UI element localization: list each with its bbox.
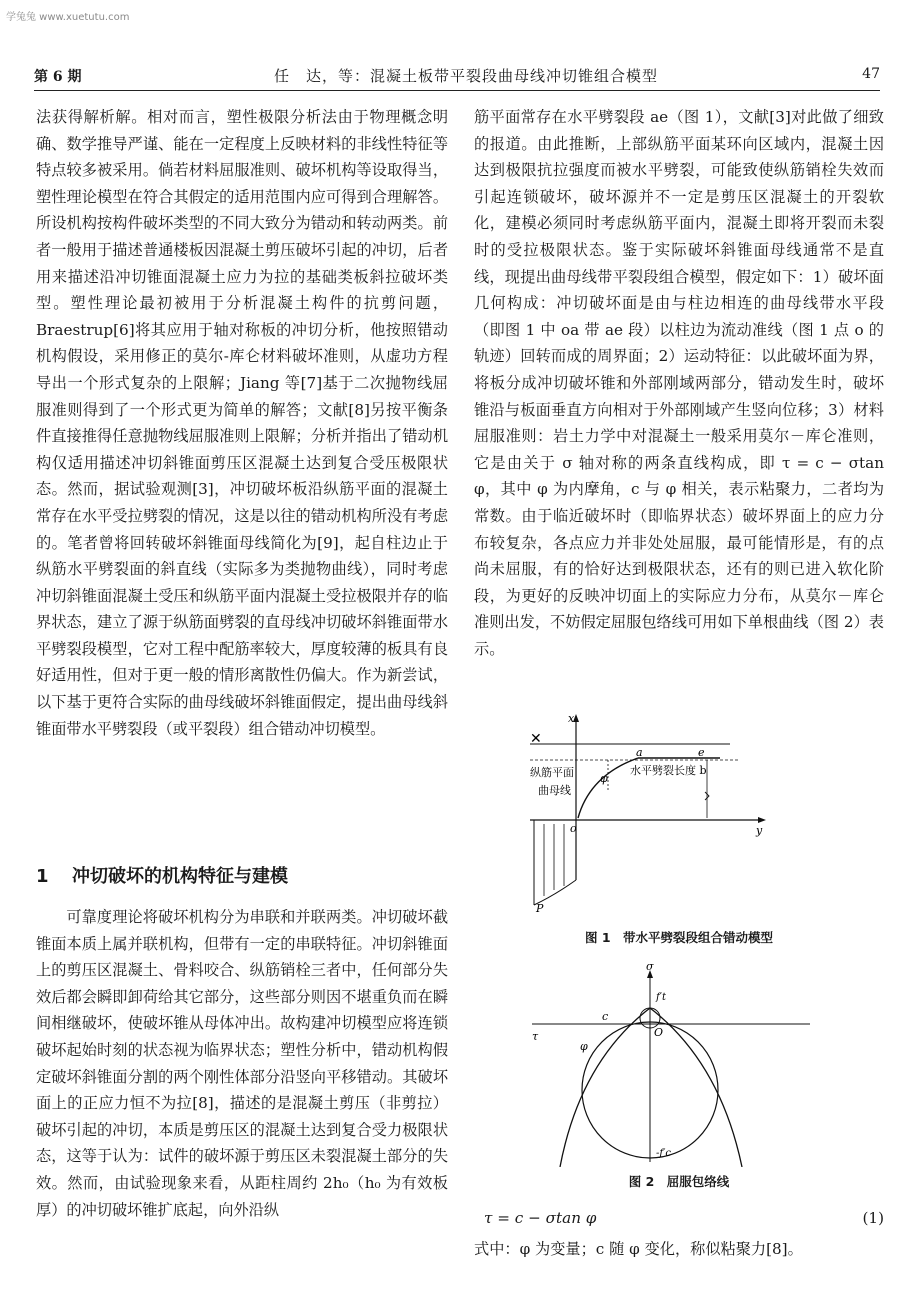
section-title: 冲切破坏的机构特征与建模 xyxy=(72,866,288,887)
fig1-curved-generatrix: 曲母线 xyxy=(538,784,571,797)
left-column xyxy=(36,104,448,742)
figure-2 xyxy=(520,962,820,1167)
paragraph: 可靠度理论将破坏机构分为串联和并联两类。冲切破坏截锥面本质上属并联机构，但带有一定的串联特征。冲切斜锥面上的剪压区混凝土、骨料咬合、纵筋销栓三者中，任何部分失效后都会瞬即卸荷给其它部分，这些部分则因不堪重负而在瞬间相继破坏，使破坏锥从母体冲出。故构建冲切模型应将连锁破坏起始时刻的状态视为临界状态；塑性分析中，错动机构假定破坏斜锥面分割的两个刚性体部分沿竖向平移错动。其破坏面上的正应力恒不为拉[8]，描述的是混凝土剪压（非剪拉）破坏引起的冲切，本质是剪压区的混凝土达到复合受力极限状态，这等于认为：试件的破坏源于剪压区未裂混凝土部分的失效。然而，由试验现象来看，从距柱周约 2h₀（h₀ 为有效板厚）的冲切破坏锥扩底起，向外沿纵 xyxy=(36,908,448,1219)
fig2-phi: φ xyxy=(580,1040,588,1053)
fig1-phi: φ xyxy=(600,772,608,785)
watermark: 学兔兔 www.xuetutu.com xyxy=(6,12,130,23)
paragraph: 筋平面常存在水平劈裂段 ae（图 1），文献[3]对此做了细致的报道。由此推断，上部纵筋平面某环向区域内，混凝土因达到极限抗拉强度而被水平劈裂，可能致使纵筋销栓失效而引起连锁破坏，破坏源并不一定是剪压区混凝土的开裂软化，建模必须同时考虑纵筋平面内，混凝土即将开裂而未裂时的受拉极限状态。鉴于实际破坏斜锥面母线通常不是直线，现提出曲母线带平裂段组合模型，假定如下：1）破坏面几何构成：冲切破坏面是由与柱边相连的曲母线带水平段（即图 1 中 oa 带 ae 段）以柱边为流动准线（图 1 点 o 的轨迹）回转而成的周界面；2）运动特征：以此破坏面为界，将板分成冲切破坏锥和外部刚域两部分，错动发生时，破坏锥沿与板面垂直方向相对于外部刚域产生竖向位移；3）材料屈服准则：岩土力学中对混凝土一般采用莫尔－库仑准则，它是由关于 σ 轴对称的两条直线构成，即 τ = c − σtan φ，其中 φ 为内摩角，c 与 φ 相关，表示粘聚力，二者均为常数。由于临近破坏时（即临界状态）破坏界面上的应力分布较复杂，各点应力并非处处屈服，最可能情形是，有的点尚未屈服，有的恰好达到极限状态，还有的则已进入软化阶段，为更好的反映冲切面上的实际应力分布，从莫尔－库仑准则出发，不妨假定屈服包络线可用如下单根曲线（图 2）表示。 xyxy=(474,108,884,658)
equation-text: τ = c − σtan φ xyxy=(484,1209,597,1227)
issue-number: 第 6 期 xyxy=(34,69,82,85)
equation-number: (1) xyxy=(862,1209,884,1227)
right-column xyxy=(474,104,884,662)
running-header xyxy=(34,62,880,86)
left-column-lower xyxy=(36,904,448,1223)
fig1-x-label: x xyxy=(568,712,575,725)
figure-1-caption: 图 1 带水平劈裂段组合错动模型 xyxy=(584,930,774,945)
figure-2-caption: 图 2 屈服包络线 xyxy=(628,1174,730,1189)
fig1-y-label: y xyxy=(756,824,763,837)
fig2-sigma: σ xyxy=(646,962,654,973)
section-heading xyxy=(36,862,448,888)
fig1-point-e: e xyxy=(698,746,705,759)
fig1-point-a: a xyxy=(636,746,643,759)
fig2-c: c xyxy=(602,1010,609,1023)
fig2-origin: O xyxy=(654,1026,664,1039)
running-title: 任 达，等：混凝土板带平裂段曲母线冲切锥组合模型 xyxy=(274,67,659,85)
fig2-neg-fc: -f′c xyxy=(656,1148,671,1159)
header-rule xyxy=(34,90,880,91)
page-number: 47 xyxy=(862,66,880,82)
figure-1 xyxy=(520,700,800,915)
cross-mark-icon: ✕ xyxy=(530,731,542,747)
paragraph: 法获得解析解。相对而言，塑性极限分析法由于物理概念明确、数学推导严谨、能在一定程度上反映材料的非线性特征等特点较多被采用。倘若材料屈服准则、破坏机构等设取得当，塑性理论模型在符合其假定的适用范围内应可得到合理解答。所设机构按构件破坏类型的不同大致分为错动和转动两类。前者一般用于描述普通楼板因混凝土剪压破坏引起的冲切，后者用来描述沿冲切锥面混凝土应力为拉的基础类板斜拉破坏类型。塑性理论最初被用于分析混凝土构件的抗剪问题，Braestrup[6]将其应用于轴对称板的冲切分析，他按照错动机构假设，采用修正的莫尔-库仑材料破坏准则，从虚功方程导出一个形式复杂的上限解；Jiang 等[7]基于二次抛物线屈服准则得到了一个形式更为简单的解答；文献[8]另按平衡条件直接推得任意抛物线屈服准则上限解；分析并指出了错动机构仅适用描述冲切斜锥面剪压区混凝土达到复合受压极限状态。然而，据试验观测[3]，冲切破坏板沿纵筋平面的混凝土常存在水平受拉劈裂的情况，这是以往的错动机构所没有考虑的。笔者曾将回转破坏斜锥面母线简化为[9]，起自柱边止于纵筋水平劈裂面的斜直线（实际多为类抛物曲线），同时考虑冲切斜锥面混凝土受压和纵筋平面内混凝土受拉极限并存的临界状态，建立了源于纵筋面劈裂的直母线冲切破坏斜锥面带水平劈裂段模型，它对工程中配筋率较大，厚度较薄的板具有良好适用性，但对于更一般的情形离散性仍偏大。作为新尝试，以下基于更符合实际的曲母线破坏斜锥面假定，提出曲母线斜锥面带水平劈裂段（或平裂段）组合错动冲切模型。 xyxy=(36,108,448,738)
fig1-split-length: 水平劈裂长度 b xyxy=(630,764,707,777)
fig1-load-p: P xyxy=(536,902,544,915)
section-number: 1 xyxy=(36,866,49,887)
fig2-ft: f′t xyxy=(656,992,666,1003)
fig1-origin: o xyxy=(570,822,577,835)
equation-1 xyxy=(474,1209,884,1235)
equation-description: 式中：φ 为变量；c 随 φ 变化，称似粘聚力[8]。 xyxy=(474,1240,803,1258)
fig1-rebar-plane: 纵筋平面 xyxy=(530,766,574,779)
fig2-tau: τ xyxy=(532,1030,539,1043)
